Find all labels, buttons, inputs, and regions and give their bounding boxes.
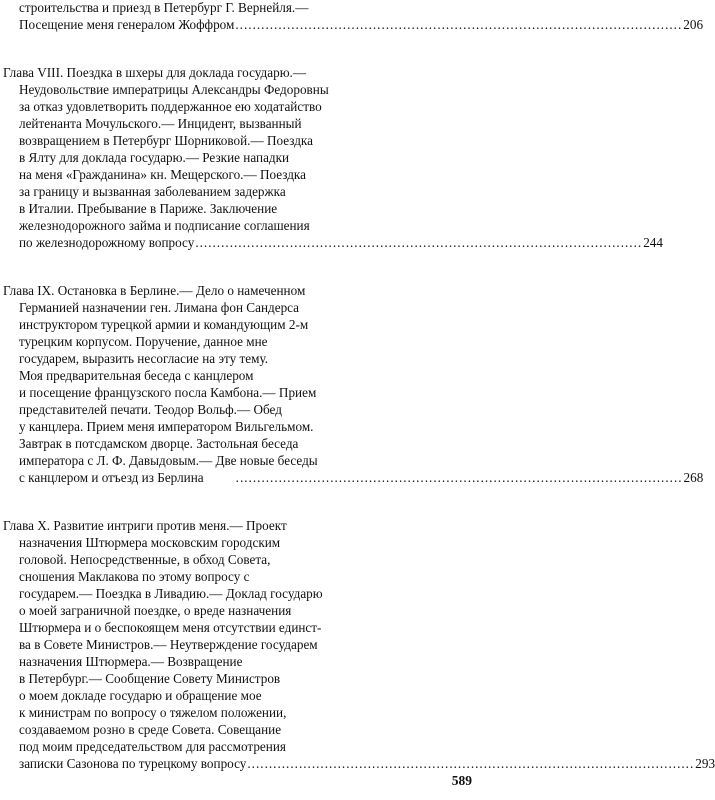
- toc-entry-text: записки Сазонова по турецкому вопросу: [19, 756, 247, 771]
- toc-page-number: 268: [683, 470, 704, 485]
- toc-page-number: 244: [643, 235, 663, 250]
- toc-text-line: в Италии. Пребывание в Париже. Заключение: [19, 201, 278, 216]
- toc-text-line: Неудовольствие императрицы Александры Федоровны: [19, 82, 329, 97]
- toc-text-line: государем.— Поездка в Ливадию.— Доклад государю: [19, 586, 323, 601]
- toc-text-line: турецким корпусом. Поручение, данное мне: [19, 334, 268, 349]
- toc-entry-last-line: [19, 470, 704, 486]
- toc-text-line: о моем докладе государю и обращение мое: [19, 688, 262, 703]
- toc-entry-last-line: [19, 756, 715, 772]
- toc-page-number: 293: [695, 756, 715, 771]
- toc-text-line: на меня «Гражданина» кн. Мещерского.— Поездка: [19, 167, 306, 182]
- toc-text-line: Германией назначении ген. Лимана фон Сандерса: [19, 300, 300, 315]
- toc-text-line: под моим председательством для рассмотрения: [19, 739, 286, 754]
- chapter-heading: Глава VIII. Поездка в шхеры для доклада государю.—: [3, 65, 307, 80]
- toc-text-line: лейтенанта Мочульского.— Инцидент, вызванный: [19, 116, 302, 131]
- toc-text-line: Штюрмера и о беспокоящем меня отсутствии единст-: [19, 620, 322, 635]
- toc-entry-text: с канцлером и отъезд из Берлина: [19, 470, 204, 485]
- toc-text-line: назначения Штюрмера московским городским: [19, 535, 281, 550]
- toc-text-line: и посещение французского посла Камбона.— Прием: [19, 385, 317, 400]
- toc-entry-text: по железнодорожному вопросу: [19, 235, 195, 250]
- toc-text-line: к министрам по вопросу о тяжелом положении,: [19, 705, 287, 720]
- toc-text-line: железнодорожного займа и подписание соглашения: [19, 218, 310, 233]
- toc-entry-last-line: [19, 235, 663, 251]
- chapter-heading: Глава X. Развитие интриги против меня.— Проект: [3, 518, 287, 533]
- toc-text-line: императора с Л. Ф. Давыдовым.— Две новые беседы: [19, 453, 318, 468]
- leader-dots: ........................................................................................................: [235, 470, 683, 485]
- toc-text-line: в Ялту для доклада государю.— Резкие нападки: [19, 150, 290, 165]
- toc-text-line: за границу и вызванная заболеванием задержка: [19, 184, 286, 199]
- toc-text-line: головой. Непосредственные, в обход Совета,: [19, 552, 271, 567]
- toc-text-line: строительства и приезд в Петербург Г. Вернейля.—: [19, 0, 309, 15]
- toc-text-line: инструктором турецкой армии и командующим 2-м: [19, 317, 309, 332]
- toc-text-line: Завтрак в потсдамском дворце. Застольная беседа: [19, 436, 299, 451]
- toc-page-number: 206: [683, 17, 704, 32]
- toc-text-line: государем, выразить несогласие на эту тему.: [19, 351, 269, 366]
- toc-text-line: возвращением в Петербург Шорниковой.— Поездка: [19, 133, 313, 148]
- toc-text-line: за отказ удовлетворить поддержанное ею ходатайство: [19, 99, 322, 114]
- toc-text-line: Моя предварительная беседа с канцлером: [19, 368, 254, 383]
- leader-dots: ........................................................................................................: [247, 756, 695, 771]
- toc-entry-last-line: [19, 17, 704, 33]
- chapter-heading: Глава IX. Остановка в Берлине.— Дело о намеченном: [3, 283, 306, 298]
- toc-text-line: у канцлера. Прием меня императором Вильгельмом.: [19, 419, 314, 434]
- page-number: 589: [451, 773, 472, 788]
- toc-text-line: сношения Маклакова по этому вопросу с: [19, 569, 250, 584]
- toc-text-line: представителей печати. Теодор Вольф.— Обед: [19, 402, 282, 417]
- toc-text-line: о моей заграничной поездке, о вреде назначения: [19, 603, 292, 618]
- toc-text-line: в Петербург.— Сообщение Совету Министров: [19, 671, 281, 686]
- leader-dots: ........................................................................................................: [195, 235, 643, 250]
- toc-text-line: назначения Штюрмера.— Возвращение: [19, 654, 243, 669]
- toc-text-line: ва в Совете Министров.— Неутверждение государем: [19, 637, 318, 652]
- toc-text-line: создаваемом розно в среде Совета. Совещание: [19, 722, 282, 737]
- toc-entry-text: Посещение меня генералом Жоффром: [19, 17, 235, 32]
- leader-dots: ........................................................................................................: [235, 17, 683, 32]
